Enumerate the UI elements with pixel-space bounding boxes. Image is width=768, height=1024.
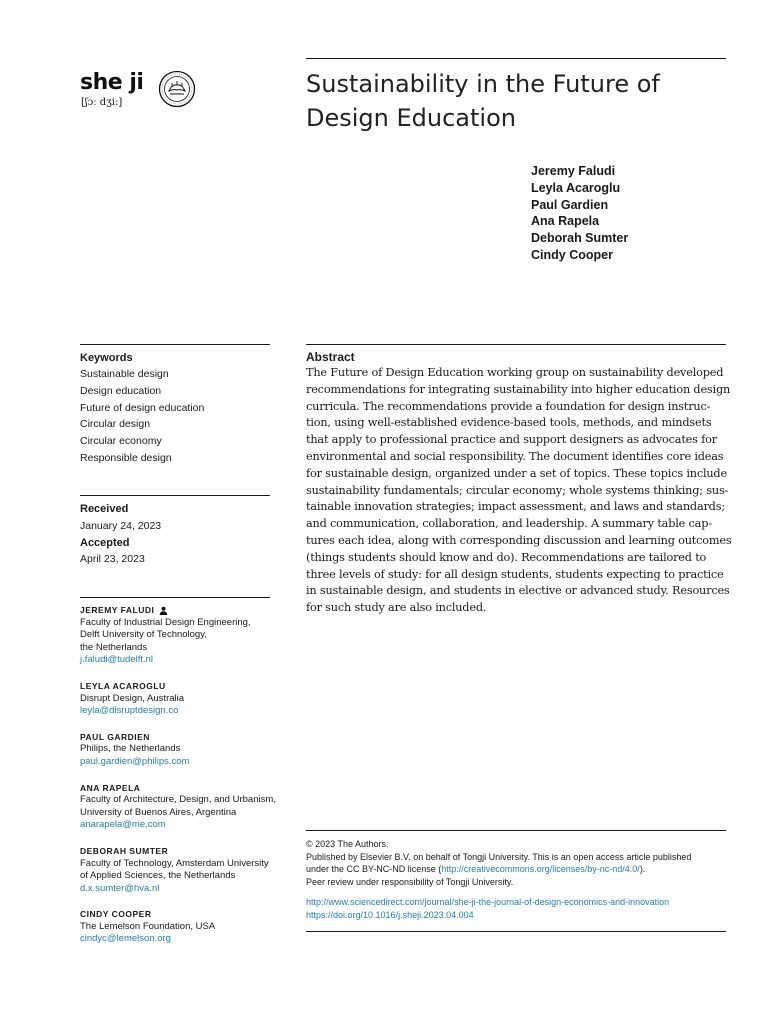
affiliation-block [80,731,280,769]
affiliation-line: Faculty of Industrial Design Engineering, [80,616,251,628]
logo-wordmark: she ji [80,70,144,95]
journal-link[interactable]: http://www.sciencedirect.com/journal/she-ji-the-journal-of-design-economics-and-innovation [306,897,670,908]
author-list [531,163,628,264]
keywords-rule [80,344,270,345]
received-label: Received [80,503,129,515]
affiliation-line: Delft University of Technology, [80,629,207,641]
license-suffix: ). [639,864,646,875]
affiliation-email-link[interactable]: j.faludi@tudelft.nl [80,654,154,666]
affiliation-author-name: LEYLA ACAROGLU [80,680,166,691]
affiliation-line: Faculty of Architecture, Design, and Urbanism, [80,794,276,806]
author-name: Deborah Sumter [531,231,629,246]
article-title-line-2: Design Education [306,104,516,132]
keyword-item: Sustainable design [80,368,169,380]
author-name: Leyla Acaroglu [531,180,621,195]
abstract-line: three levels of study: for all design students, students expecting to practice [306,567,724,581]
abstract-line: for sustainable design, organized under a set of topics. These topics include [306,466,727,480]
keyword-item: Circular design [80,418,151,431]
license-link[interactable]: http://creativecommons.org/licenses/by-nc-nd/4.0/ [441,864,640,875]
affiliation-line: Philips, the Netherlands [80,743,181,755]
license-line [306,863,726,876]
affiliation-block [80,845,280,895]
abstract-line: for such study are also included. [306,601,487,615]
accepted-label: Accepted [80,536,130,549]
abstract-line: environmental and social responsibility. The document identifies core ideas [306,449,724,463]
affiliations-rule [80,597,270,598]
copyright-notice: © 2023 The Authors. [306,839,389,849]
abstract-line: sustainability fundamentals; circular economy; whole systems thinking; sus- [306,483,729,497]
affiliation-email-link[interactable]: leyla@disruptdesign.co [80,705,179,717]
author-name: Jeremy Faludi [531,164,616,178]
publisher-line: Published by Elsevier B.V. on behalf of Tongji University. This is an open access article published [306,851,692,862]
keyword-item: Design education [80,384,162,397]
keyword-item: Future of design education [80,401,205,414]
affiliation-block [80,782,280,832]
journal-logo [80,70,200,110]
title-top-rule [306,58,726,59]
abstract-rule [306,344,726,345]
author-name: Cindy Cooper [531,247,613,262]
affiliation-line: the Netherlands [80,641,148,653]
affiliation-email-link[interactable]: paul.gardien@philips.com [80,755,190,767]
abstract-heading: Abstract [306,350,355,364]
affiliation-author-name: DEBORAH SUMTER [80,845,169,856]
abstract-section [306,350,732,617]
abstract-line: recommendations for integrating sustainability into higher education design [306,382,731,396]
affiliation-line: of Applied Sciences, the Netherlands [80,870,236,882]
abstract-line: and communication, collaboration, and leadership. A summary table cap- [306,517,712,531]
affiliation-line: University of Buenos Aires, Argentina [80,806,237,818]
corresponding-author-icon [159,606,168,615]
footer-spacer [306,888,726,896]
doi-link[interactable]: https://doi.org/10.1016/j.sheji.2023.04.004 [306,909,474,920]
keyword-item: Responsible design [80,451,172,464]
logo-pronunciation: [ʃɔː dʒiː] [81,97,123,108]
affiliation-block [80,680,280,718]
abstract-line: in sustainable design, and students in elective or advanced study. Resources [306,584,730,598]
keywords-section [80,350,204,467]
license-prefix: under the CC BY-NC-ND license ( [306,864,442,875]
affiliations-section [80,604,280,959]
affiliation-author-name: CINDY COOPER [80,909,152,920]
accepted-date: April 23, 2023 [80,553,145,566]
affiliation-line: Disrupt Design, Australia [80,692,185,704]
affiliation-email-link[interactable]: anarapela@me.com [80,819,166,831]
publication-footer [306,838,726,922]
footer-bottom-rule [306,931,726,932]
affiliation-author-name: PAUL GARDIEN [80,731,150,742]
abstract-line: that apply to professional practice and support designers as advocates for [306,433,717,447]
keywords-heading: Keywords [80,352,133,364]
dates-section [80,501,161,568]
keyword-item: Circular economy [80,435,162,448]
abstract-line: tion, using well-established evidence-based tools, methods, and mindsets [306,416,712,430]
abstract-line: tures each idea, along with corresponding discussion and learning outcomes [306,533,732,547]
article-title [306,67,726,135]
received-date: January 24, 2023 [80,519,162,532]
dates-rule [80,495,270,496]
affiliation-block [80,908,280,946]
abstract-line: curricula. The recommendations provide a foundation for design instruc- [306,399,711,413]
affiliation-line: Faculty of Technology, Amsterdam University [80,857,269,869]
affiliation-author-name: JEREMY FALUDI [80,605,155,615]
abstract-line: tainable innovation strategies; impact assessment, and laws and standards; [306,500,725,514]
affiliation-email-link[interactable]: cindyc@lemelson.org [80,933,171,945]
affiliation-email-link[interactable]: d.x.sumter@hva.nl [80,882,160,894]
author-name: Paul Gardien [531,197,609,212]
university-seal-icon [158,70,196,108]
author-name: Ana Rapela [531,214,600,229]
article-title-line-1: Sustainability in the Future of [306,70,660,98]
peer-review-line: Peer review under responsibility of Tongji University. [306,876,514,887]
footer-top-rule [306,830,726,831]
abstract-line: The Future of Design Education working group on sustainability developed [306,366,724,379]
affiliation-block [80,604,280,667]
abstract-line: (things students should know and do). Recommendations are tailored to [306,550,707,564]
affiliation-line: The Lemelson Foundation, USA [80,920,216,932]
affiliation-author-name: ANA RAPELA [80,782,141,793]
